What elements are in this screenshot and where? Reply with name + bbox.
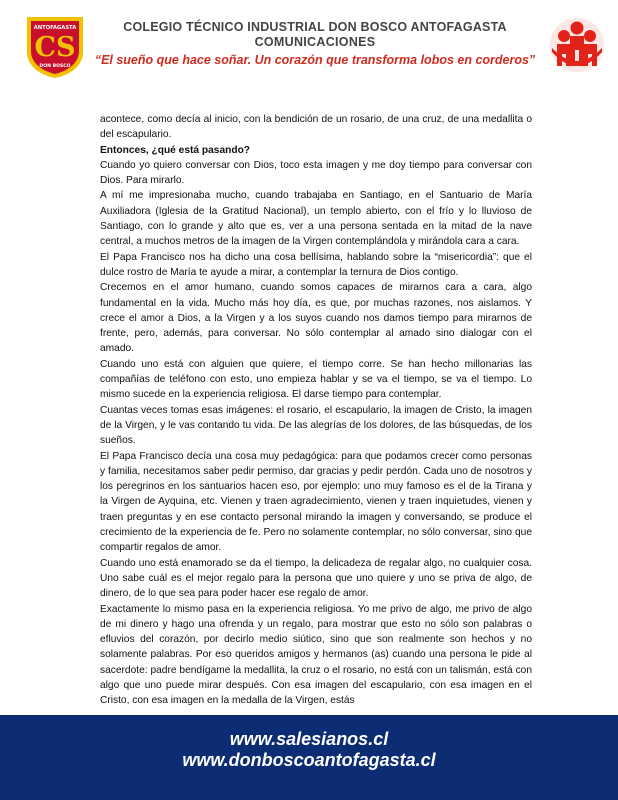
crest-top-text: ANTOFAGASTA (33, 25, 77, 31)
school-name: COLEGIO TÉCNICO INDUSTRIAL DON BOSCO ANTOFAGASTA (123, 20, 507, 34)
question-heading: Entonces, ¿qué está pasando? (100, 144, 251, 156)
website-link-salesianos: www.salesianos.cl (229, 729, 389, 749)
paragraph: El Papa Francisco nos ha dicho una cosa bellísima, hablando sobre la “misericordia”: que el dulce rostro de María te ayude a mirar, a contemplar la ternura de Dios contigo. (100, 251, 532, 278)
crest-monogram: CS (34, 32, 76, 63)
page-header (0, 0, 618, 100)
paragraph: Cuando uno está enamorado se da el tiempo, la delicadeza de regalar algo, no cualquier cosa. Uno sabe cuál es el mejor regalo para la persona que uno quiere y uno se priva de algo, de dinero, de lo que sea para poder hacer ese regalo de amor. (100, 557, 532, 600)
paragraph: Cuando yo quiero conversar con Dios, toco esta imagen y me doy tiempo para conversar con Dios. Para mirarlo. (100, 159, 532, 187)
article-body (100, 112, 532, 709)
paragraph: acontece, como decía al inicio, con la bendición de un rosario, de una cruz, de una medallita o del escapulario. (100, 114, 532, 141)
salesian-family-logo (548, 14, 606, 76)
page-footer (0, 715, 618, 800)
department-name: COMUNICACIONES (254, 35, 376, 49)
paragraph: Exactamente lo mismo pasa en la experiencia religiosa. Yo me privo de algo, me privo de algo de mi dinero y hago una ofrenda y un regalo, para mostrar que esto no sólo son palabras o efluvios del corazón, por decirlo medio siútico, sino que son realmente son hechos y no solamente palabras. Por eso queridos amigos y hermanos (as) cuando una persona le pide al sacerdote: padre bendígame la medallita, la cruz o el rosario, no está con un talismán, está con algo que uno puede mirar después. Con esa imagen del escapulario, con esa imagen en el Cristo, con esa imagen en la medalla de la Virgen, estás (100, 603, 532, 707)
school-motto: “El sueño que hace soñar. Un corazón que transforma lobos en corderos” (94, 53, 536, 67)
header-text-block (90, 20, 540, 68)
paragraph: Cuando uno está con alguien que quiere, el tiempo corre. Se han hecho millonarias las compañías de teléfono con esto, uno empieza hablar y se va el tiempo, se va el tiempo. Lo mismo sucede en la experiencia religiosa. El darse tiempo para contemplar. (100, 358, 532, 401)
paragraph: Crecemos en el amor humano, cuando somos capaces de mirarnos cara a cara, algo fundamental en la vida. Mucho más hoy día, es que, por muchas razones, nos aislamos. Y crece el amor a Dios, a la Virgen y a los suyos cuando nos damos tiempo para mirarnos de frente, pero, además, para conversar. No sólo contemplar al amado sino dialogar con el amado. (100, 282, 532, 355)
crest-bottom-text: DON BOSCO (39, 64, 71, 69)
paragraph: Cuantas veces tomas esas imágenes: el rosario, el escapulario, la imagen de Cristo, la imagen de la Virgen, y le vas contando tu vida. De las alegrías de los dolores, de las búsquedas, de los sueños. (100, 404, 532, 447)
paragraph: A mí me impresionaba mucho, cuando trabajaba en Santiago, en el Santuario de María Auxiliadora (Iglesia de la Gratitud Nacional), un templo abierto, con el frío y lo lluvioso de Santiago, con lo grande y alto que es, ver a una persona sentada en la mitad de la nave central, a muchos metros de la imagen de la Virgen contemplándola y mirándola cara a cara. (100, 190, 532, 248)
paragraph: El Papa Francisco decía una cosa muy pedagógica: para que podamos crecer como personas y familia, necesitamos saber pedir permiso, dar gracias y pedir perdón. Cada uno de nosotros y los peregrinos en los santuarios hacen eso, por ejemplo: uno muy famoso es el de la Tirana y la Virgen de Ayquina, etc. Vienen y traen agradecimiento, vienen y traen inquietudes, vienen y traen preguntas y en ese contacto personal mirando la imagen y conversando, se produce el crecimiento de la experiencia de fe. Pero no solamente contemplar, no sólo conversar, sino que compartir regalos de amor. (100, 450, 532, 554)
website-link-donbosco: www.donboscoantofagasta.cl (182, 750, 436, 770)
school-crest-logo (24, 14, 86, 80)
